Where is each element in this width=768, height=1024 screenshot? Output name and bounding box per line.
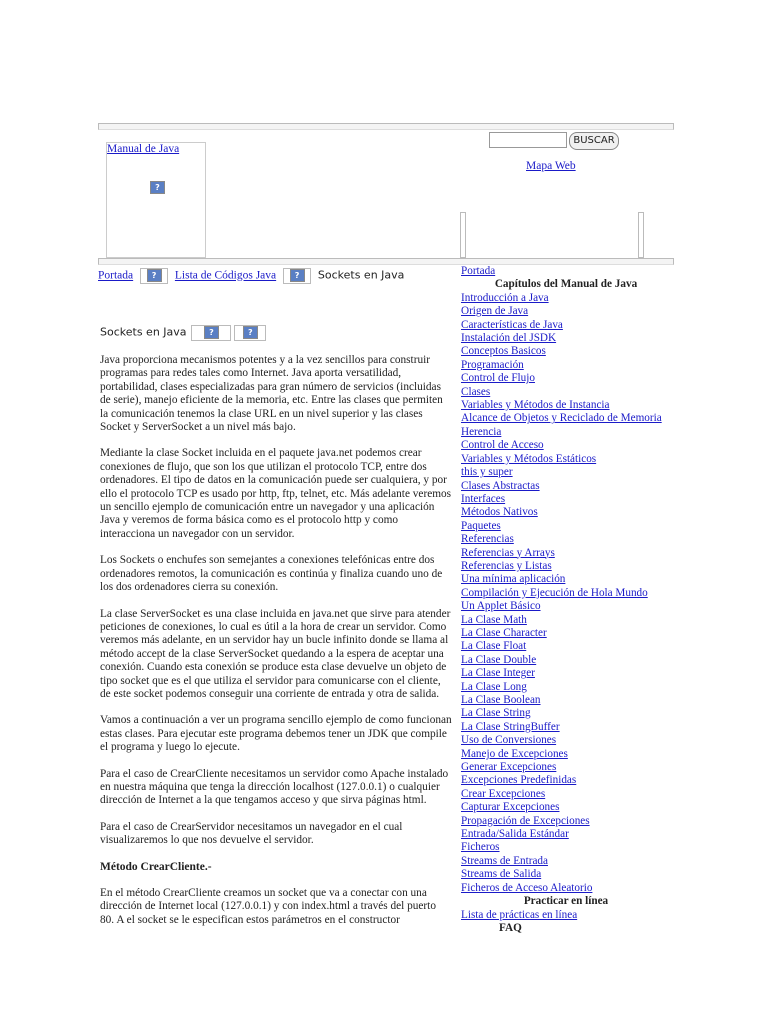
broken-image-icon: ?: [150, 181, 165, 194]
sidebar-item-chapter[interactable]: Capturar Excepciones: [461, 801, 560, 814]
sidebar-item-chapter[interactable]: Compilación y Ejecución de Hola Mundo: [461, 586, 648, 599]
sidebar-item-chapter[interactable]: Referencias: [461, 533, 514, 546]
sidebar-item-chapter[interactable]: La Clase Character: [461, 626, 547, 639]
chapter-list: [461, 292, 671, 895]
sidebar-item-chapter[interactable]: La Clase Math: [461, 613, 527, 626]
header-divider: [98, 258, 674, 265]
search-input[interactable]: [489, 132, 567, 148]
sidebar-item-home[interactable]: Portada: [461, 265, 496, 277]
sidebar-item-chapter[interactable]: Ficheros de Acceso Aleatorio: [461, 881, 593, 894]
sidebar-item-chapter[interactable]: La Clase Double: [461, 653, 537, 666]
sidebar-item-chapter[interactable]: Alcance de Objetos y Reciclado de Memoria: [461, 412, 662, 425]
sidebar-heading-practice: Practicar en línea: [523, 895, 609, 908]
sidebar-item-chapter[interactable]: La Clase String: [461, 707, 531, 720]
sidebar-item-chapter[interactable]: La Clase Long: [461, 680, 527, 693]
sidebar-item-chapter[interactable]: Instalación del JSDK: [461, 332, 557, 345]
page-title: [100, 325, 266, 341]
article-paragraph: En el método CrearCliente creamos un socket que va a conectar con una dirección de Internet local (127.0.0.1) y con index.html a través del puerto 80. A el socket se le especifican estos parámetros en el constructor: [100, 887, 436, 926]
sidebar: [461, 265, 671, 935]
breadcrumb: [98, 268, 404, 284]
broken-image-icon: ?: [234, 325, 266, 341]
sidebar-item-chapter[interactable]: Crear Excepciones: [461, 787, 546, 800]
sidebar-item-chapter[interactable]: Excepciones Predefinidas: [461, 774, 577, 787]
sidebar-item-chapter[interactable]: Ficheros: [461, 841, 500, 854]
page-title-text: Sockets en Java: [100, 325, 187, 339]
article-paragraph: Para el caso de CrearServidor necesitamos un navegador en el cual visualizaremos lo que nos devuelve el servidor.: [100, 820, 403, 847]
article-paragraph: Java proporciona mecanismos potentes y a la vez sencillos para construir programas para redes tales como Internet. Java aporta versatilidad, portabilidad, clases especializadas para gran número de servicios (incluidas de serie), manejo eficiente de la memoria, etc. Entre las clases que permiten la comunicación tenemos la clase URL en un nivel superior y las clases Socket y ServerSocket a un nivel más bajo.: [100, 354, 443, 434]
sitemap-link[interactable]: Mapa Web: [526, 160, 576, 172]
logo-link[interactable]: Manual de Java: [107, 143, 180, 155]
sidebar-item-chapter[interactable]: Herencia: [461, 425, 502, 438]
article-paragraph: Para el caso de CrearCliente necesitamos un servidor como Apache instalado en nuestra máquina que tenga la dirección localhost (127.0.0.1) o cualquier dirección de Internet a la que tengamos acceso y que sirva páginas html.: [100, 767, 449, 807]
sidebar-item-practice[interactable]: Lista de prácticas en línea: [461, 908, 578, 921]
top-divider: [98, 123, 674, 130]
sidebar-item-chapter[interactable]: Referencias y Arrays: [461, 546, 555, 559]
sidebar-item-chapter[interactable]: La Clase Integer: [461, 667, 535, 680]
broken-image-icon: ?: [140, 268, 168, 284]
breadcrumb-home[interactable]: Portada: [98, 269, 134, 282]
sidebar-item-chapter[interactable]: Características de Java: [461, 318, 563, 331]
article-body: [100, 354, 452, 940]
sidebar-item-chapter[interactable]: Control de Acceso: [461, 439, 544, 452]
sidebar-item-chapter[interactable]: Programación: [461, 358, 524, 371]
logo-box: [106, 142, 206, 258]
sidebar-item-chapter[interactable]: Métodos Nativos: [461, 506, 538, 519]
article-subheading: Método CrearCliente.-: [100, 860, 212, 873]
sidebar-item-chapter[interactable]: Variables y Métodos de Instancia: [461, 399, 610, 412]
sidebar-item-chapter[interactable]: Una mínima aplicación: [461, 573, 566, 586]
sidebar-item-chapter[interactable]: La Clase Float: [461, 640, 527, 653]
sidebar-item-chapter[interactable]: Clases Abstractas: [461, 479, 540, 492]
sidebar-item-chapter[interactable]: Origen de Java: [461, 305, 529, 318]
breadcrumb-current: Sockets en Java: [317, 268, 405, 282]
sidebar-item-chapter[interactable]: Variables y Métodos Estáticos: [461, 452, 597, 465]
sidebar-heading-chapters: Capítulos del Manual de Java: [494, 278, 638, 291]
sidebar-item-chapter[interactable]: Control de Flujo: [461, 372, 535, 385]
sidebar-item-chapter[interactable]: La Clase StringBuffer: [461, 720, 560, 733]
sidebar-item-chapter[interactable]: Un Applet Básico: [461, 600, 541, 613]
sidebar-item-chapter[interactable]: Streams de Salida: [461, 868, 542, 881]
search-button[interactable]: BUSCAR: [569, 132, 619, 150]
sidebar-item-chapter[interactable]: Manejo de Excepciones: [461, 747, 568, 760]
sidebar-item-chapter[interactable]: this y super: [461, 466, 513, 479]
frame-right-edge: [638, 212, 644, 258]
sidebar-item-chapter[interactable]: Clases: [461, 385, 491, 398]
broken-image-icon: ?: [283, 268, 311, 284]
article-paragraph: La clase ServerSocket es una clase incluida en java.net que sirve para atender peticiones de conexiones, lo cual es útil a la hora de crear un servidor. Como veremos más adelante, en un servidor hay un bucle infinito donde se llama al método accept de la clase ServerSocket quedando a la espera de aceptar una conexión. Cuando esta conexión se produce esta clase devuelve un objeto de tipo socket que es el que utiliza el servidor para comunicarse con el cliente, de este socket podemos conseguir una corriente de entrada y otra de salida.: [100, 607, 451, 700]
article-paragraph: Vamos a continuación a ver un programa sencillo ejemplo de como funcionan estas clases. Para ejecutar este programa debemos tener un JDK que compile el programa y luego lo ejecute.: [100, 714, 452, 754]
broken-image-icon: ?: [191, 325, 231, 341]
sidebar-item-chapter[interactable]: Conceptos Basicos: [461, 345, 546, 358]
sidebar-heading-faq: FAQ: [499, 921, 522, 934]
sidebar-item-chapter[interactable]: Streams de Entrada: [461, 854, 548, 867]
sidebar-item-chapter[interactable]: Interfaces: [461, 492, 506, 505]
sidebar-item-chapter[interactable]: Generar Excepciones: [461, 761, 557, 774]
sidebar-item-chapter[interactable]: Entrada/Salida Estándar: [461, 828, 569, 841]
sidebar-item-chapter[interactable]: Introducción a Java: [461, 291, 549, 304]
frame-left-edge: [460, 212, 466, 258]
article-paragraph: Los Sockets o enchufes son semejantes a conexiones telefónicas entre dos ordenadores remotos, la comunicación es continúa y finaliza cuando uno de los dos ordenadores cierra su conexión.: [100, 554, 443, 594]
article-paragraph: Mediante la clase Socket incluida en el paquete java.net podemos crear conexiones de flujo, que son los que utilizan el protocolo TCP, entre dos ordenadores. El tipo de datos en la comunicación puede ser cualquiera, y por ello el protocolo TCP es usado por http, ftp, telnet, etc. Más adelante veremos un sencillo ejemplo de comunicación entre un navegador y una aplicación Java y veremos de forma básica como es el protocolo http y como interacciona un navegador con un servidor.: [100, 447, 452, 540]
sidebar-item-chapter[interactable]: Paquetes: [461, 519, 501, 532]
sidebar-item-chapter[interactable]: Propagación de Excepciones: [461, 814, 590, 827]
sidebar-item-chapter[interactable]: Referencias y Listas: [461, 559, 552, 572]
sidebar-item-chapter[interactable]: Uso de Conversiones: [461, 734, 557, 747]
breadcrumb-list[interactable]: Lista de Códigos Java: [174, 269, 277, 282]
sidebar-item-chapter[interactable]: La Clase Boolean: [461, 694, 541, 706]
